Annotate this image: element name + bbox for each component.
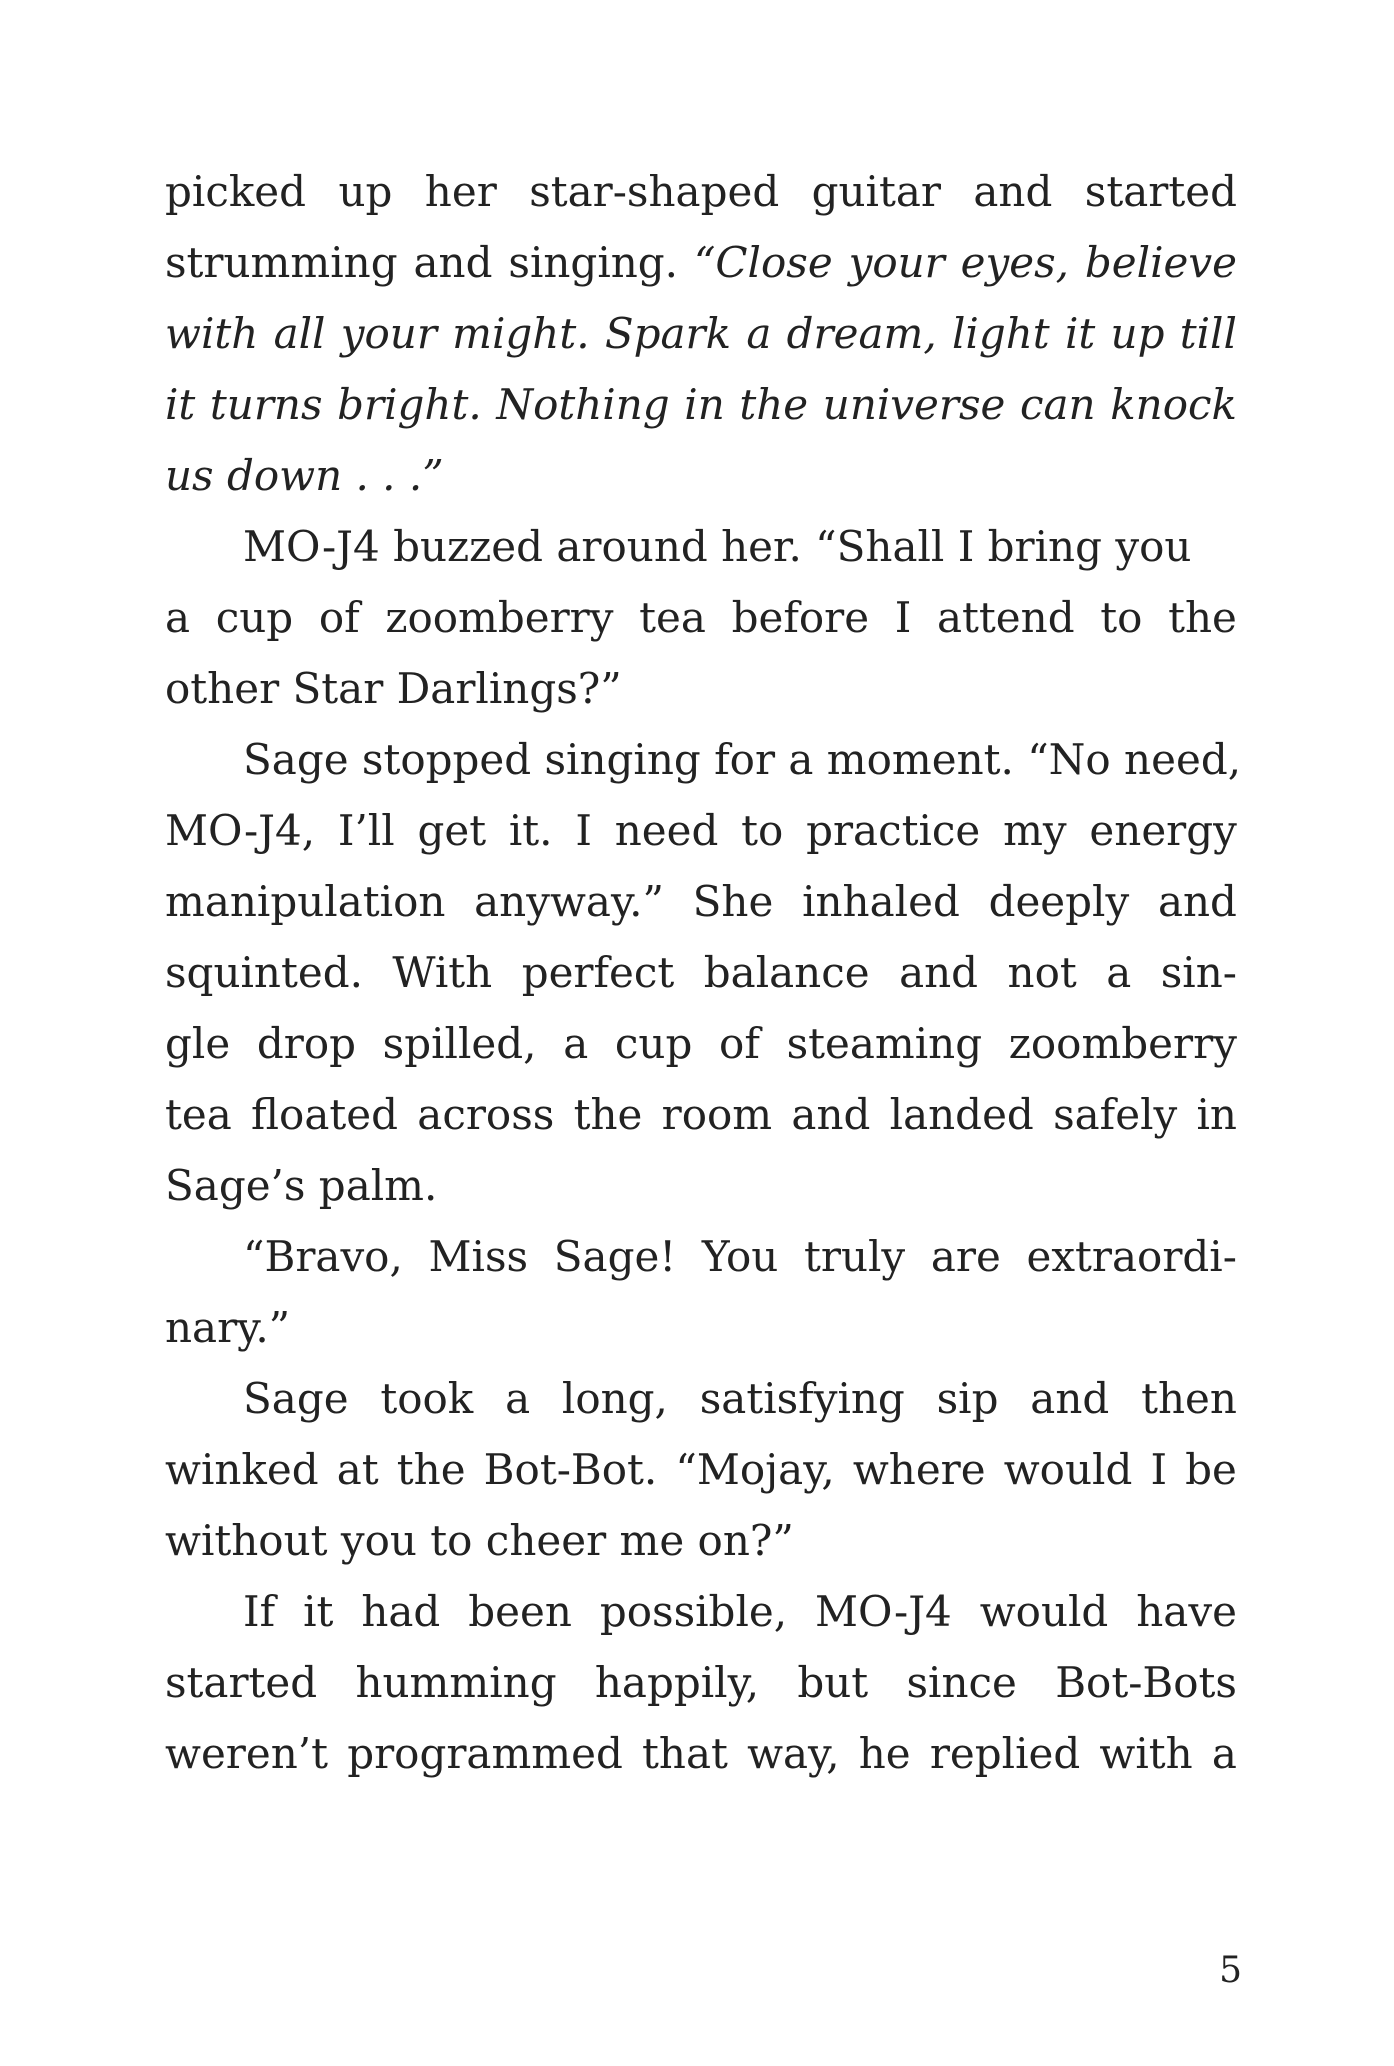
word: balance: [703, 948, 870, 997]
word: to: [741, 806, 784, 855]
text-line: [165, 1576, 1237, 1647]
word: practice: [806, 806, 981, 855]
italic-text: all: [273, 309, 326, 358]
word: I: [1150, 1445, 1168, 1494]
word: the: [396, 1445, 466, 1494]
word: a: [563, 1019, 589, 1068]
italic-word: [165, 369, 195, 440]
italic-word: [210, 369, 323, 440]
word: MO-J4: [815, 1587, 952, 1636]
word: it: [303, 1587, 334, 1636]
word: her: [424, 167, 497, 216]
italic-text: turns: [209, 380, 323, 429]
word: floated: [251, 1090, 399, 1139]
body-text: [165, 156, 1242, 1789]
word: satisfying: [699, 1374, 905, 1423]
italic-text: can: [1019, 380, 1096, 429]
word: extraordi-: [1026, 1232, 1237, 1281]
word: I’ll: [337, 806, 395, 855]
italic-word: [1111, 298, 1165, 369]
italic-text: universe: [822, 380, 1006, 429]
italic-text: till: [1179, 309, 1237, 358]
text-line: [165, 1221, 1237, 1292]
word: of: [318, 593, 360, 642]
text-line: [165, 156, 1237, 227]
word: possible,: [599, 1587, 788, 1636]
text-line: [165, 653, 1237, 724]
word: guitar: [811, 167, 941, 216]
word: inhaled: [802, 877, 960, 926]
word: anyway.”: [474, 877, 664, 926]
word: not: [1007, 948, 1077, 997]
italic-text: “Close: [693, 238, 833, 287]
italic-text: the: [739, 380, 809, 429]
italic-word: [1065, 298, 1095, 369]
word: before: [731, 593, 870, 642]
italic-text: a: [746, 309, 772, 358]
word: at: [336, 1445, 379, 1494]
word: long,: [561, 1374, 668, 1423]
italic-text: knock: [1110, 380, 1237, 429]
word: programmed: [347, 1729, 623, 1778]
word: a: [505, 1374, 531, 1423]
word: MO-J4 buzzed around her. “Shall I bring you: [243, 522, 1192, 571]
word: picked: [165, 167, 307, 216]
text-line: [165, 724, 1242, 795]
italic-word: [452, 298, 589, 369]
word: sin-: [1160, 948, 1237, 997]
word: in: [1196, 1090, 1237, 1139]
italic-word: [165, 451, 444, 500]
italic-word: [739, 369, 808, 440]
word: a: [165, 593, 191, 642]
word: perfect: [521, 948, 675, 997]
word: strumming: [165, 238, 398, 287]
word: and: [413, 238, 493, 287]
word: energy: [1089, 806, 1237, 855]
word: safely: [1053, 1090, 1178, 1139]
word: be: [1185, 1445, 1237, 1494]
word: spilled,: [382, 1019, 537, 1068]
word: singing.: [508, 238, 679, 287]
word: the: [573, 1090, 643, 1139]
word: With: [392, 948, 493, 997]
word: tea: [639, 593, 706, 642]
text-line: [165, 1434, 1237, 1505]
italic-word: [496, 369, 669, 440]
word: truly: [803, 1232, 906, 1281]
word: with: [1099, 1729, 1193, 1778]
text-line: [165, 1079, 1237, 1150]
text-line: [165, 1292, 1237, 1363]
word: manipulation: [165, 877, 446, 926]
word: deeply: [988, 877, 1130, 926]
italic-text: Spark: [604, 309, 732, 358]
text-line: [165, 866, 1237, 937]
text-line: [165, 511, 1237, 582]
word: the: [1168, 593, 1237, 642]
word: my: [1003, 806, 1067, 855]
word: cup: [614, 1019, 693, 1068]
text-line: [165, 795, 1237, 866]
text-line: [165, 1363, 1237, 1434]
italic-text: it: [1064, 309, 1096, 358]
word: Sage stopped singing for a moment. “No need,: [243, 735, 1242, 784]
italic-text: in: [684, 380, 725, 429]
text-line: [165, 1505, 1237, 1576]
word: where: [852, 1445, 986, 1494]
page-number: 5: [1219, 1950, 1242, 1991]
word: You: [701, 1232, 779, 1281]
italic-word: [165, 298, 258, 369]
word: zoomberry: [385, 593, 614, 642]
word: happily,: [594, 1658, 760, 1707]
italic-word: [1085, 227, 1237, 298]
word: of: [719, 1019, 760, 1068]
word: Sage’s palm.: [165, 1161, 438, 1210]
italic-word: [961, 227, 1069, 298]
word: would: [979, 1587, 1109, 1636]
italic-text: bright.: [337, 380, 482, 429]
text-line: [165, 1718, 1237, 1789]
italic-text: it: [165, 380, 196, 429]
word: nary.”: [165, 1303, 291, 1352]
word: and: [1157, 877, 1237, 926]
word: humming: [355, 1658, 557, 1707]
word: “Bravo,: [243, 1232, 403, 1281]
word: MO-J4,: [165, 806, 316, 855]
text-line: [165, 440, 1237, 511]
word: a: [1211, 1729, 1237, 1778]
word: Bot-Bots: [1055, 1658, 1237, 1707]
word: Miss: [428, 1232, 529, 1281]
text-line: [165, 1647, 1237, 1718]
word: other Star Darlings?”: [165, 664, 622, 713]
word: without you to cheer me on?”: [165, 1516, 794, 1565]
word: are: [930, 1232, 1001, 1281]
italic-word: [605, 298, 731, 369]
word: he: [858, 1729, 911, 1778]
italic-text: light: [951, 309, 1050, 358]
italic-word: [341, 298, 437, 369]
word: She: [692, 877, 774, 926]
word: tea: [165, 1090, 232, 1139]
word: took: [380, 1374, 474, 1423]
italic-word: [337, 369, 482, 440]
word: Sage!: [553, 1232, 677, 1281]
word: If: [243, 1587, 276, 1636]
word: steaming: [786, 1019, 983, 1068]
word: replied: [929, 1729, 1081, 1778]
text-line: [165, 369, 1237, 440]
word: Sage: [243, 1374, 349, 1423]
word: room: [661, 1090, 773, 1139]
word: gle: [165, 1019, 231, 1068]
word: have: [1136, 1587, 1237, 1636]
text-line: [165, 227, 1237, 298]
word: then: [1141, 1374, 1237, 1423]
italic-text: with: [165, 309, 259, 358]
italic-text: might.: [452, 309, 590, 358]
word: up: [338, 167, 393, 216]
word: Bot-Bot.: [483, 1445, 658, 1494]
italic-word: [849, 227, 945, 298]
word: started: [165, 1658, 318, 1707]
italic-word: [823, 369, 1006, 440]
word: “Mojay,: [675, 1445, 835, 1494]
word: way,: [747, 1729, 840, 1778]
italic-word: [787, 298, 937, 369]
word: that: [642, 1729, 728, 1778]
text-line: [165, 1008, 1237, 1079]
text-line: [165, 582, 1237, 653]
word: been: [468, 1587, 572, 1636]
italic-text: believe: [1084, 238, 1237, 287]
word: star-shaped: [529, 167, 780, 216]
word: it.: [508, 806, 553, 855]
italic-text: Nothing: [496, 380, 670, 429]
word: cup: [215, 593, 294, 642]
word: a: [1106, 948, 1132, 997]
text-line: [165, 1150, 1237, 1221]
word: would: [1003, 1445, 1133, 1494]
italic-word: [952, 298, 1050, 369]
italic-text: up: [1110, 309, 1165, 358]
italic-word: [274, 298, 326, 369]
word: across: [417, 1090, 555, 1139]
italic-word: [1180, 298, 1237, 369]
italic-word: [1020, 369, 1096, 440]
word: but: [797, 1658, 869, 1707]
word: since: [906, 1658, 1017, 1707]
italic-word: [694, 227, 833, 298]
word: had: [361, 1587, 441, 1636]
word: attend: [937, 593, 1075, 642]
word: I: [894, 593, 912, 642]
italic-text: dream,: [786, 309, 937, 358]
word: drop: [256, 1019, 356, 1068]
word: and: [899, 948, 979, 997]
word: started: [1084, 167, 1237, 216]
italic-word: [684, 369, 724, 440]
word: weren’t: [165, 1729, 329, 1778]
text-line: [165, 937, 1237, 1008]
word: I: [575, 806, 592, 855]
word: winked: [165, 1445, 319, 1494]
word: squinted.: [165, 948, 363, 997]
word: need: [614, 806, 719, 855]
italic-text: your: [340, 309, 437, 358]
italic-text: us down . . .”: [165, 451, 444, 500]
word: to: [1100, 593, 1143, 642]
italic-word: [746, 298, 771, 369]
word: and: [1030, 1374, 1110, 1423]
word: and: [973, 167, 1053, 216]
word: zoomberry: [1008, 1019, 1237, 1068]
italic-text: eyes,: [960, 238, 1069, 287]
word: sip: [936, 1374, 999, 1423]
word: landed: [889, 1090, 1034, 1139]
italic-word: [1110, 369, 1237, 440]
italic-text: your: [848, 238, 945, 287]
word: and: [791, 1090, 871, 1139]
word: get: [417, 806, 487, 855]
text-line: [165, 298, 1237, 369]
